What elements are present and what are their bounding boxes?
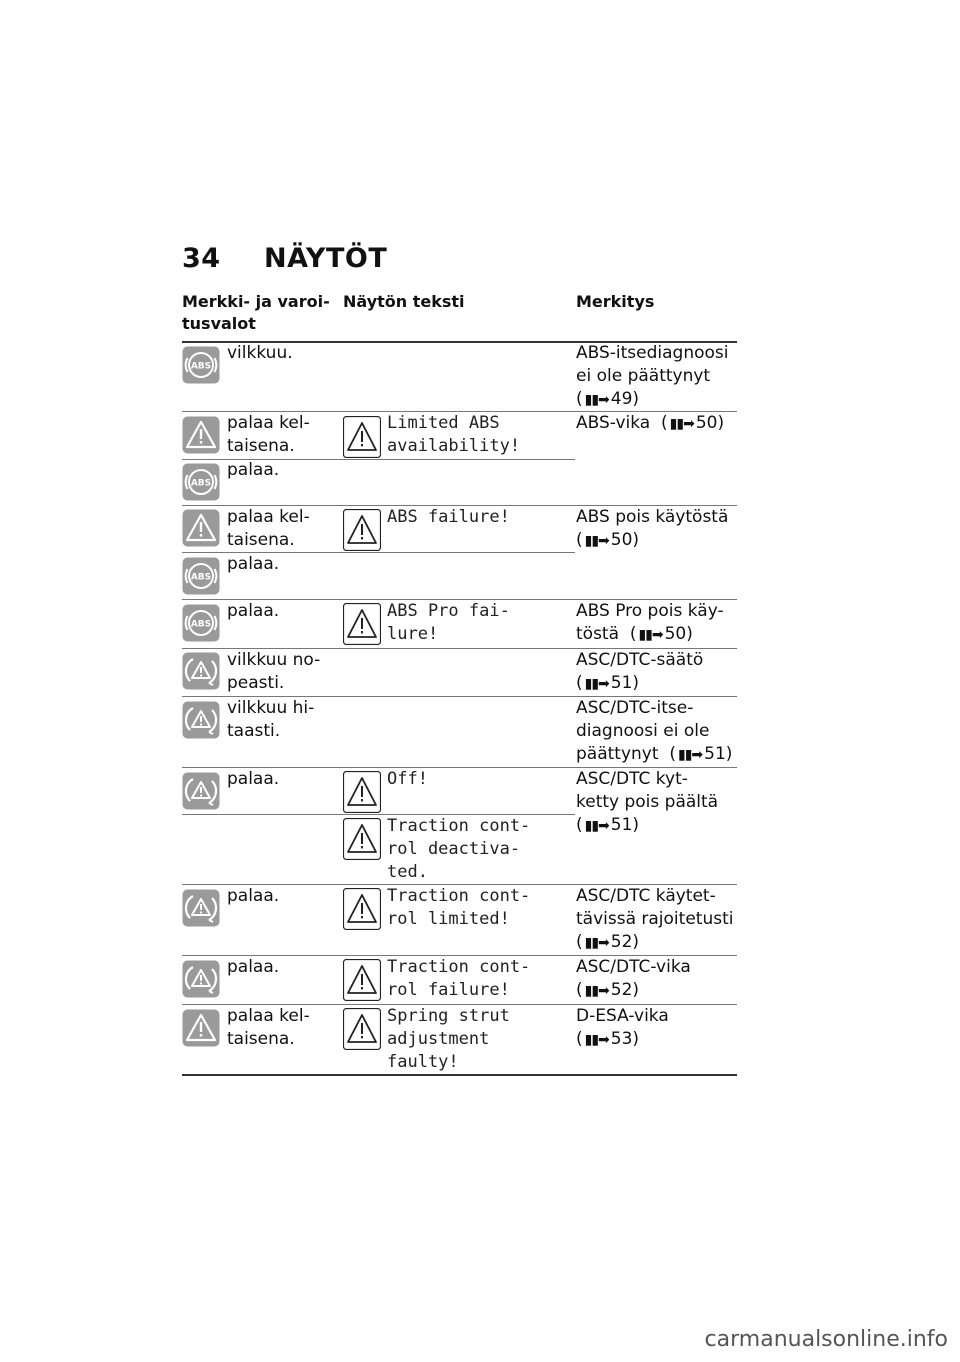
signal-status: palaa. xyxy=(227,460,280,480)
column-heading-display-text: Näytön teksti xyxy=(343,292,465,311)
display-text: Off! xyxy=(387,769,428,789)
display-text: ABS Pro fai- lure! xyxy=(387,601,510,644)
warning-triangle-icon xyxy=(343,818,381,860)
reference-arrow-icon: ▮▮➡ xyxy=(677,747,703,763)
meaning-cell: ABS pois käytöstä ( ▮▮➡ 50) xyxy=(576,506,736,553)
abs-icon xyxy=(182,346,220,384)
meaning-cell: ASC/DTC-vika ( ▮▮➡ 52) xyxy=(576,956,736,1003)
warning-triangle-icon xyxy=(182,416,220,454)
warning-triangle-icon xyxy=(343,959,381,1001)
warning-triangle-icon xyxy=(343,509,381,551)
svg-text:ABS: ABS xyxy=(190,619,212,630)
svg-text:ABS: ABS xyxy=(190,572,212,583)
signal-status: vilkkuu hi- taasti. xyxy=(227,698,315,741)
table-bottom-rule xyxy=(182,1074,737,1076)
reference-arrow-icon: ▮▮➡ xyxy=(638,627,663,643)
meaning-cell: ASC/DTC käytet- tävissä rajoitetusti ( ▮▮➡ 52) xyxy=(576,885,736,955)
svg-text:ABS: ABS xyxy=(190,478,212,489)
asc-dtc-icon xyxy=(182,889,220,927)
warning-triangle-icon xyxy=(343,416,381,458)
meaning-cell: ASC/DTC-säätö ( ▮▮➡ 51) xyxy=(576,649,736,696)
meaning-cell: ABS-itsediagnoosi ei ole päättynyt ( ▮▮➡ 49) xyxy=(576,342,736,412)
abs-icon xyxy=(182,463,220,501)
display-text: Spring strut adjustment faulty! xyxy=(387,1006,510,1072)
reference-arrow-icon: ▮▮➡ xyxy=(584,1032,609,1048)
signal-status: palaa. xyxy=(227,601,280,621)
warning-triangle-icon xyxy=(343,1008,381,1050)
meaning-cell: ABS Pro pois käy- töstä ( ▮▮➡ 50) xyxy=(576,600,736,647)
meaning-cell: ABS-vika ( ▮▮➡ 50) xyxy=(576,412,736,436)
asc-dtc-icon xyxy=(182,772,220,810)
signal-status: palaa kel- taisena. xyxy=(227,507,310,550)
meaning-cell: ASC/DTC kyt- ketty pois päältä ( ▮▮➡ 51) xyxy=(576,768,736,838)
reference-arrow-icon: ▮▮➡ xyxy=(669,416,694,432)
page-number: 34 xyxy=(182,243,221,274)
signal-status: palaa. xyxy=(227,957,280,977)
svg-text:ABS: ABS xyxy=(190,361,212,372)
display-text: Traction cont- rol deactiva- ted. xyxy=(387,816,531,882)
signal-status: vilkkuu. xyxy=(227,343,293,363)
page-header xyxy=(182,243,387,274)
warning-triangle-icon xyxy=(343,603,381,645)
asc-dtc-icon xyxy=(182,652,220,690)
column-heading-meaning: Merkitys xyxy=(576,292,655,311)
meaning-cell: D-ESA-vika ( ▮▮➡ 53) xyxy=(576,1005,736,1052)
asc-dtc-icon xyxy=(182,960,220,998)
signal-status: palaa. xyxy=(227,886,280,906)
signal-status: palaa. xyxy=(227,554,280,574)
column-heading-signals: Merkki- ja varoi- tusvalot xyxy=(182,292,330,333)
reference-arrow-icon: ▮▮➡ xyxy=(584,983,609,999)
warning-triangle-icon xyxy=(182,509,220,547)
signal-status: palaa kel- taisena. xyxy=(227,413,310,456)
meaning-cell: ASC/DTC-itse- diagnoosi ei ole päättynyt ( ▮▮➡ 51) xyxy=(576,697,736,767)
page-title: NÄYTÖT xyxy=(264,243,388,274)
reference-arrow-icon: ▮▮➡ xyxy=(584,935,609,951)
display-text: ABS failure! xyxy=(387,507,510,527)
abs-icon xyxy=(182,557,220,595)
warning-triangle-icon xyxy=(343,771,381,813)
display-text: Limited ABS availability! xyxy=(387,413,521,456)
signal-status: palaa kel- taisena. xyxy=(227,1006,310,1049)
watermark: carmanualsonline.info xyxy=(704,1327,948,1352)
reference-arrow-icon: ▮▮➡ xyxy=(584,392,609,408)
warning-triangle-icon xyxy=(343,888,381,930)
signal-status: vilkkuu no- peasti. xyxy=(227,650,321,693)
abs-icon xyxy=(182,604,220,642)
warning-triangle-icon xyxy=(182,1009,220,1047)
signal-status: palaa. xyxy=(227,769,280,789)
display-text: Traction cont- rol limited! xyxy=(387,886,531,929)
display-text: Traction cont- rol failure! xyxy=(387,957,531,1000)
asc-dtc-icon xyxy=(182,701,220,739)
reference-arrow-icon: ▮▮➡ xyxy=(584,533,609,549)
reference-arrow-icon: ▮▮➡ xyxy=(584,676,609,692)
reference-arrow-icon: ▮▮➡ xyxy=(584,818,609,834)
